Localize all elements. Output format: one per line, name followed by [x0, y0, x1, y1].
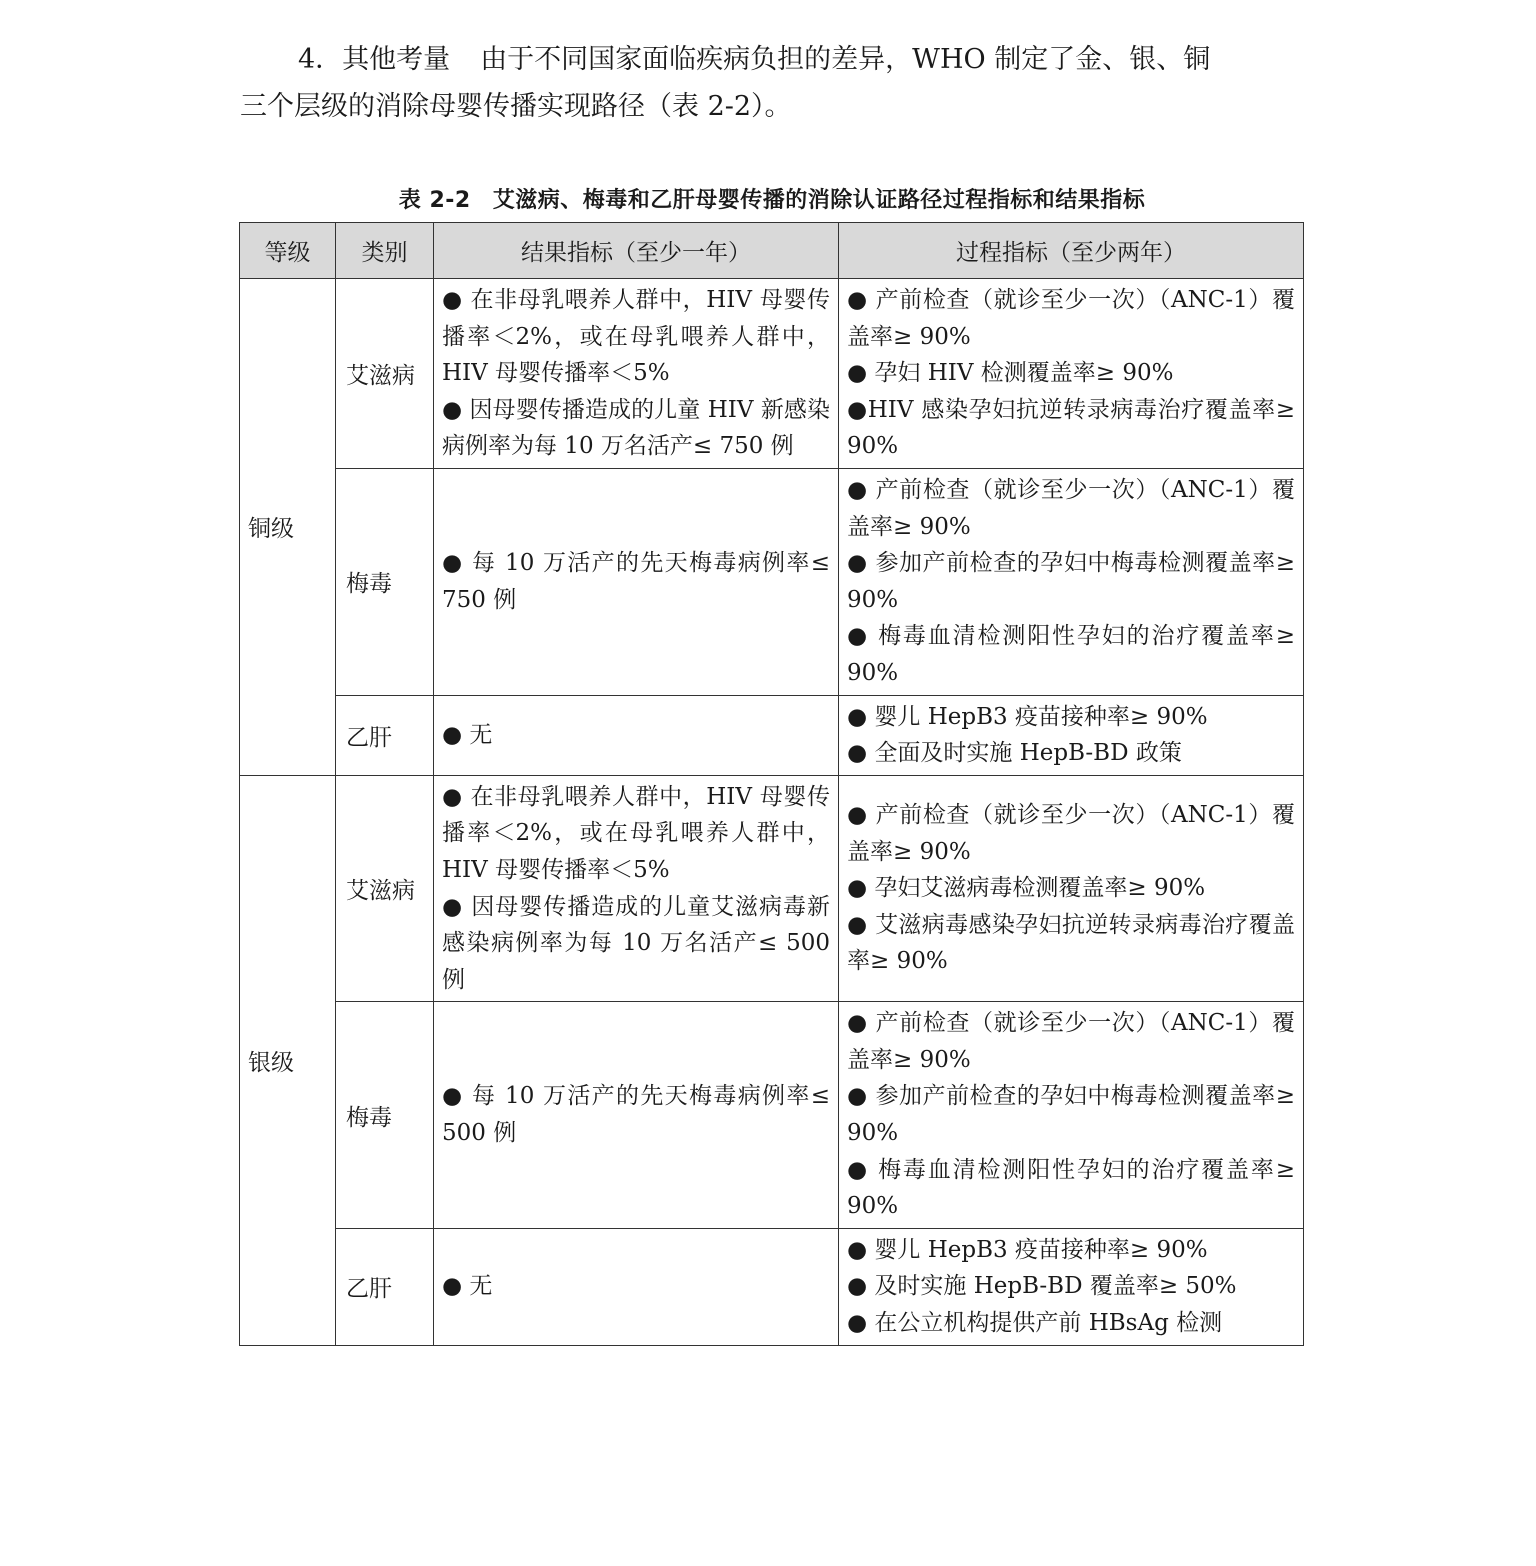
intro-line-1 [240, 36, 1304, 83]
header-result-indicators: 结果指标（至少一年） [434, 223, 839, 279]
category-cell: 艾滋病 [336, 279, 434, 469]
process-item: ● 产前检查（就诊至少一次）（ANC-1）覆盖率≥ 90% [847, 476, 1295, 540]
result-item: ● 在非母乳喂养人群中，HIV 母婴传播率＜2%，或在母乳喂养人群中，HIV 母婴传播率＜5% [442, 783, 830, 883]
process-cell [839, 468, 1304, 695]
table-title: 艾滋病、梅毒和乙肝母婴传播的消除认证路径过程指标和结果指标 [492, 188, 1146, 213]
process-item: ● 参加产前检查的孕妇中梅毒检测覆盖率≥ 90% [847, 1083, 1295, 1147]
process-cell [839, 775, 1304, 1002]
table-row [240, 775, 1304, 1002]
table-row [240, 695, 1304, 775]
grade-bronze: 铜级 [240, 279, 336, 776]
process-cell [839, 1228, 1304, 1345]
grade-silver: 银级 [240, 775, 336, 1345]
table-row [240, 279, 1304, 469]
result-cell [434, 775, 839, 1002]
result-cell [434, 695, 839, 775]
process-item: ● 产前检查（就诊至少一次）（ANC-1）覆盖率≥ 90% [847, 802, 1295, 865]
process-item: ● 梅毒血清检测阳性孕妇的治疗覆盖率≥ 90% [847, 623, 1295, 686]
table-row [240, 468, 1304, 695]
header-process-indicators: 过程指标（至少两年） [839, 223, 1304, 279]
table-number: 表 2-2 [398, 188, 471, 213]
process-item: ● 婴儿 HepB3 疫苗接种率≥ 90% [847, 1236, 1208, 1263]
section-label: 4．其他考量 [298, 44, 451, 75]
category-cell: 梅毒 [336, 468, 434, 695]
result-item: ● 每 10 万活产的先天梅毒病例率≤ 500 例 [442, 1083, 830, 1147]
process-cell [839, 279, 1304, 469]
header-category: 类别 [336, 223, 434, 279]
process-item: ● 婴儿 HepB3 疫苗接种率≥ 90% [847, 703, 1208, 730]
process-item: ● 孕妇 HIV 检测覆盖率≥ 90% [847, 360, 1174, 387]
process-item: ● 产前检查（就诊至少一次）（ANC-1）覆盖率≥ 90% [847, 287, 1295, 350]
table-row [240, 1228, 1304, 1345]
process-item: ● 孕妇艾滋病毒检测覆盖率≥ 90% [847, 875, 1206, 902]
result-item: ● 无 [442, 1273, 493, 1300]
process-item: ● 产前检查（就诊至少一次）（ANC-1）覆盖率≥ 90% [847, 1010, 1295, 1073]
process-item: ● 在公立机构提供产前 HBsAg 检测 [847, 1310, 1223, 1337]
category-cell: 乙肝 [336, 695, 434, 775]
table-row [240, 1002, 1304, 1229]
result-cell [434, 1002, 839, 1229]
process-cell [839, 1002, 1304, 1229]
elimination-indicator-table [239, 222, 1304, 1346]
table-caption [240, 183, 1304, 214]
intro-paragraph [240, 36, 1304, 130]
process-item: ● 全面及时实施 HepB-BD 政策 [847, 740, 1182, 767]
process-item: ● 参加产前检查的孕妇中梅毒检测覆盖率≥ 90% [847, 550, 1295, 613]
category-cell: 乙肝 [336, 1228, 434, 1345]
result-item: ● 在非母乳喂养人群中，HIV 母婴传播率＜2%，或在母乳喂养人群中，HIV 母婴传播率＜5% [442, 287, 830, 387]
intro-line-2: 三个层级的消除母婴传播实现路径（表 2-2）。 [240, 91, 792, 122]
intro-text-1: 由于不同国家面临疾病负担的差异，WHO 制定了金、银、铜 [480, 44, 1211, 75]
result-item: ● 因母婴传播造成的儿童艾滋病毒新感染病例率为每 10 万名活产≤ 500 例 [442, 893, 830, 993]
result-cell [434, 1228, 839, 1345]
category-cell: 梅毒 [336, 1002, 434, 1229]
process-cell [839, 695, 1304, 775]
process-item: ● 及时实施 HepB-BD 覆盖率≥ 50% [847, 1273, 1237, 1300]
result-item: ● 无 [442, 721, 493, 748]
table-header-row [240, 223, 1304, 279]
result-item: ● 因母婴传播造成的儿童 HIV 新感染病例率为每 10 万名活产≤ 750 例 [442, 396, 830, 460]
result-item: ● 每 10 万活产的先天梅毒病例率≤ 750 例 [442, 550, 830, 613]
header-grade: 等级 [240, 223, 336, 279]
result-cell [434, 279, 839, 469]
result-cell [434, 468, 839, 695]
process-item: ● 梅毒血清检测阳性孕妇的治疗覆盖率≥ 90% [847, 1156, 1295, 1220]
process-item: ●HIV 感染孕妇抗逆转录病毒治疗覆盖率≥ 90% [847, 396, 1295, 460]
category-cell: 艾滋病 [336, 775, 434, 1002]
process-item: ● 艾滋病毒感染孕妇抗逆转录病毒治疗覆盖率≥ 90% [847, 911, 1295, 975]
